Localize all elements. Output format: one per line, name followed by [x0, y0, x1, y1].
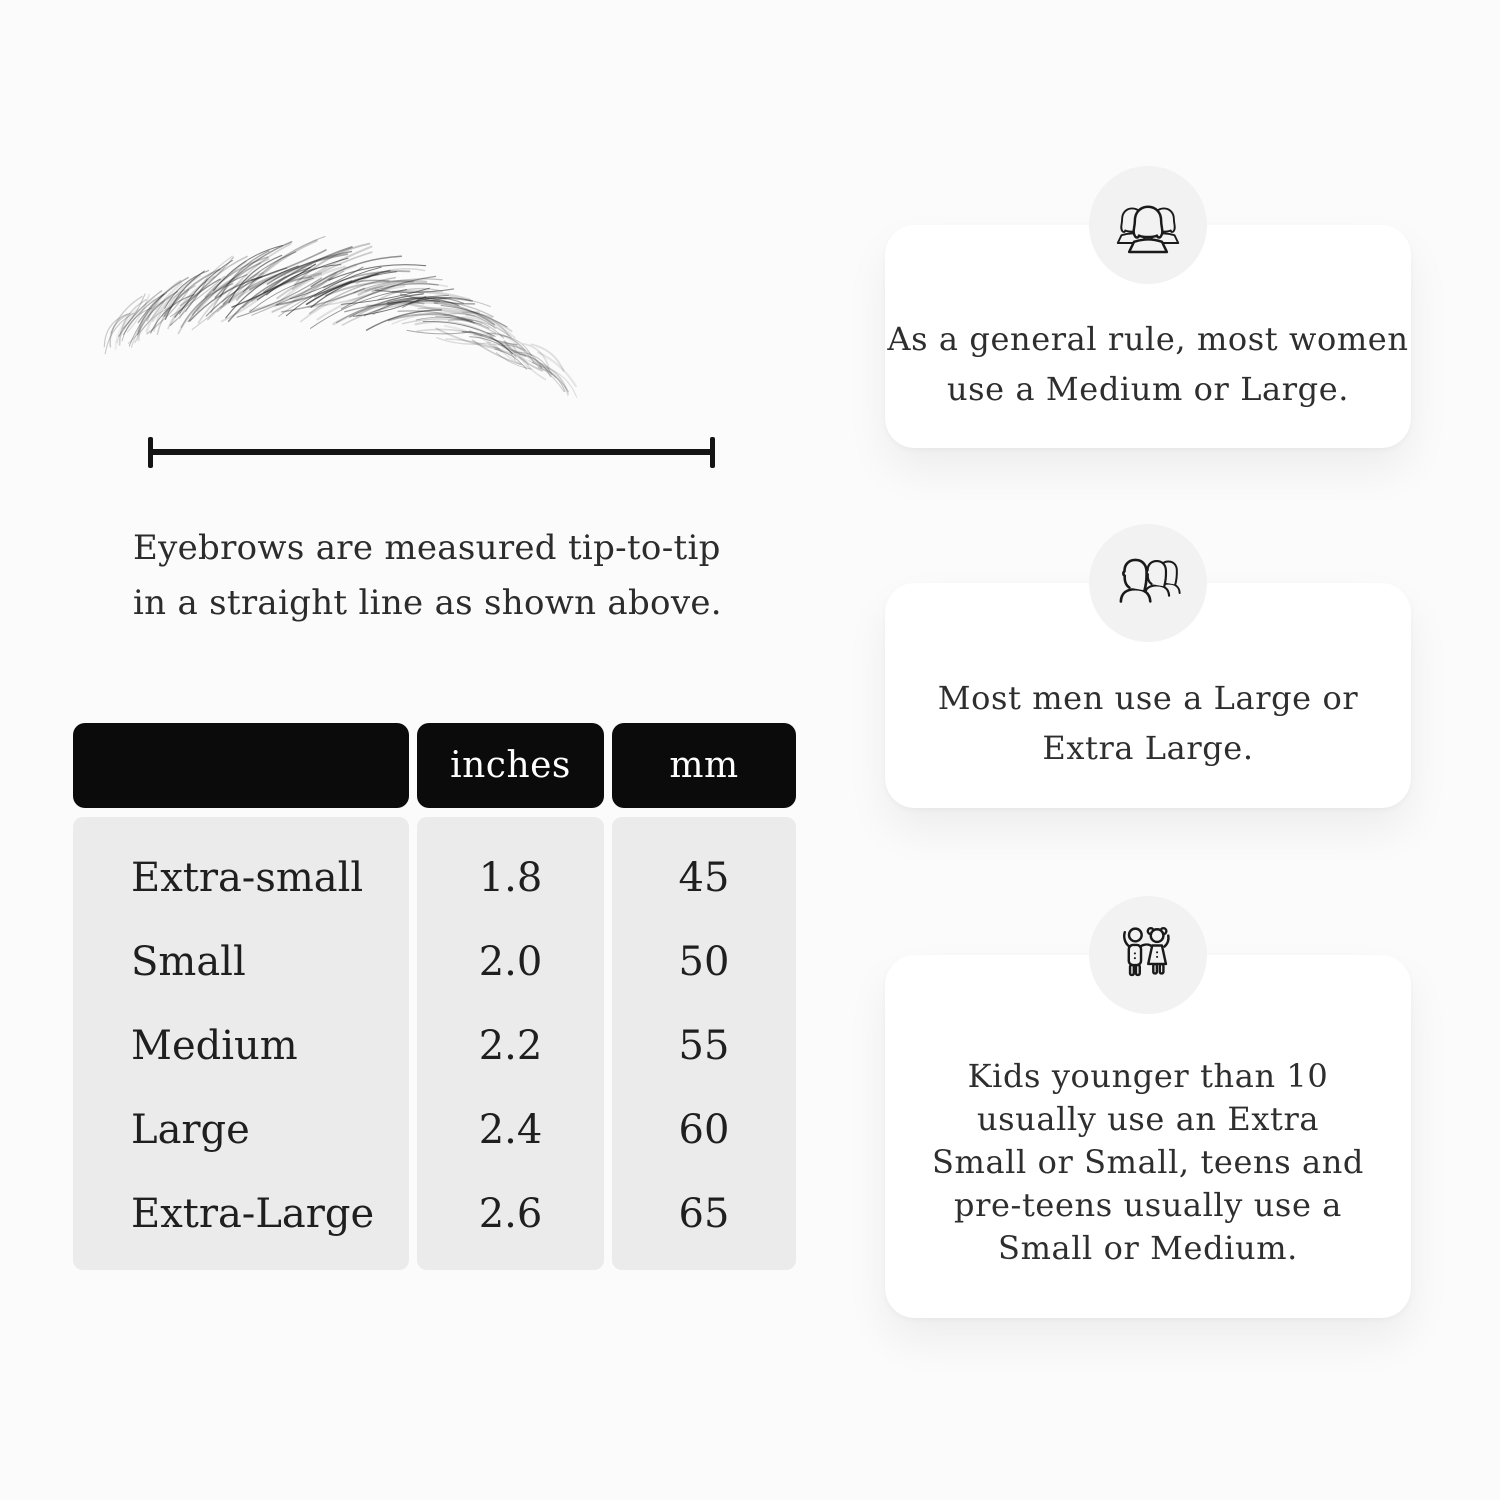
table-cell-mm: 45	[678, 855, 730, 901]
size-table-header-mm: mm	[612, 723, 796, 808]
measurement-caption	[133, 521, 722, 631]
card-kids-line-4: pre-teens usually use a	[954, 1186, 1342, 1224]
card-men-line-2: Extra Large.	[1042, 728, 1254, 767]
table-cell-label: Extra-Large	[131, 1191, 375, 1237]
table-cell-label: Medium	[131, 1023, 298, 1069]
size-table-header-row	[73, 723, 796, 808]
table-cell-inches: 2.4	[478, 1107, 543, 1153]
size-table-column-inches	[417, 817, 604, 1270]
size-table	[73, 723, 796, 1270]
men-group-icon	[1110, 551, 1186, 615]
caption-line-1: Eyebrows are measured tip-to-tip	[133, 528, 721, 568]
size-table-header-inches: inches	[417, 723, 604, 808]
card-women-text	[887, 314, 1408, 414]
card-kids	[885, 955, 1411, 1318]
card-kids-text	[932, 1055, 1364, 1270]
table-cell-label: Extra-small	[131, 855, 364, 901]
table-cell-inches: 2.6	[478, 1191, 543, 1237]
measurement-line	[150, 449, 713, 455]
measurement-line-right-cap	[710, 437, 715, 468]
kids-icon	[1110, 923, 1186, 987]
size-table-header-blank	[73, 723, 409, 808]
table-cell-label: Small	[131, 939, 246, 985]
card-men-text	[938, 673, 1359, 773]
card-women	[885, 225, 1411, 448]
size-table-body	[73, 817, 796, 1270]
table-cell-inches: 2.2	[478, 1023, 543, 1069]
card-women-line-1: As a general rule, most women	[887, 319, 1409, 358]
men-icon-circle	[1089, 524, 1207, 642]
caption-line-2: in a straight line as shown above.	[133, 583, 722, 623]
card-kids-line-5: Small or Medium.	[998, 1229, 1298, 1267]
women-icon-circle	[1089, 166, 1207, 284]
table-cell-mm: 55	[678, 1023, 730, 1069]
measurement-line-left-cap	[148, 437, 153, 468]
card-kids-line-2: usually use an Extra	[976, 1100, 1320, 1138]
card-kids-line-1: Kids younger than 10	[967, 1057, 1329, 1095]
card-men	[885, 583, 1411, 808]
size-table-column-labels	[73, 817, 409, 1270]
table-cell-inches: 1.8	[478, 855, 543, 901]
eyebrow-illustration	[85, 212, 615, 427]
table-cell-inches: 2.0	[478, 939, 543, 985]
women-group-icon	[1110, 193, 1186, 257]
card-women-line-2: use a Medium or Large.	[946, 369, 1350, 408]
card-men-line-1: Most men use a Large or	[937, 678, 1359, 717]
table-cell-mm: 60	[678, 1107, 730, 1153]
table-cell-mm: 50	[678, 939, 730, 985]
table-cell-label: Large	[131, 1107, 250, 1153]
card-kids-line-3: Small or Small, teens and	[932, 1143, 1364, 1181]
table-cell-mm: 65	[678, 1191, 730, 1237]
kids-icon-circle	[1089, 896, 1207, 1014]
size-table-column-mm	[612, 817, 796, 1270]
